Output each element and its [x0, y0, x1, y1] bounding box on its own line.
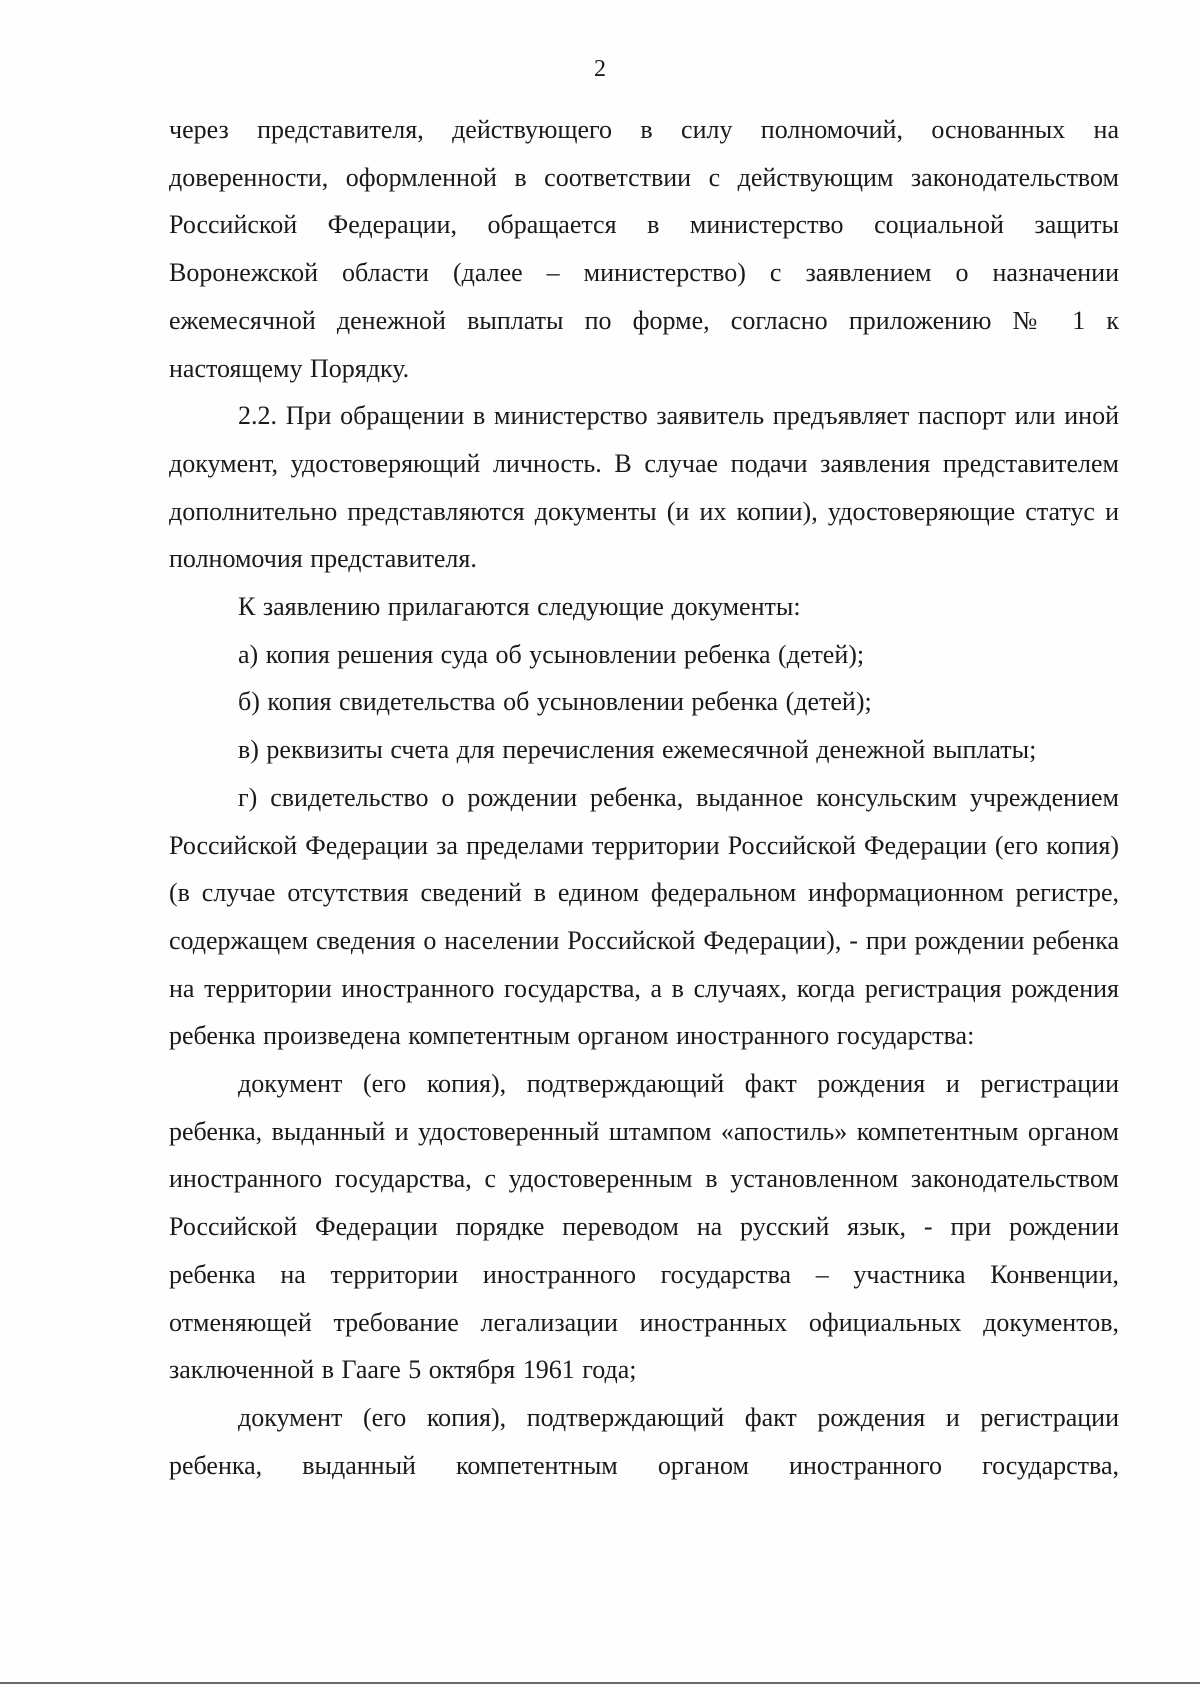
- paragraph-foreign-document: документ (его копия), подтверждающий факт рождения и регистрации ребенка, выданный компетентным органом иностранного государства,: [169, 1402, 1119, 1480]
- paragraph-2-2: 2.2. При обращении в министерство заявитель предъявляет паспорт или иной документ, удостоверяющий личность. В случае подачи заявления представителем дополнительно представляются документы (и их копии), удостоверяющие статус и полномочия представителя.: [169, 401, 1119, 574]
- scan-bottom-edge: [0, 1682, 1200, 1684]
- page-number: 2: [594, 56, 606, 82]
- list-item-b: б) копия свидетельства об усыновлении ребенка (детей);: [238, 687, 872, 717]
- list-item-v: в) реквизиты счета для перечисления ежемесячной денежной выплаты;: [238, 735, 1037, 765]
- document-body: [169, 106, 1119, 1489]
- list-item-g: г) свидетельство о рождении ребенка, выданное консульским учреждением Российской Федерации за пределами территории Российской Федерации (его копия) (в случае отсутствия сведений в едином федеральном информационном регистре, содержащем сведения о населении Российской Федерации), - при рождении ребенка на территории иностранного государства, а в случаях, когда регистрация рождения ребенка произведена компетентным органом иностранного государства:: [169, 782, 1119, 1051]
- paragraph-attachments-intro: К заявлению прилагаются следующие документы:: [238, 592, 801, 622]
- paragraph-representative: через представителя, действующего в силу полномочий, основанных на доверенности, оформленной в соответствии с действующим законодательством Российской Федерации, обращается в министерство социальной защиты Воронежской области (далее – министерство) с заявлением о назначении ежемесячной денежной выплаты по форме, согласно приложению № 1 к настоящему Порядку.: [169, 115, 1119, 383]
- list-item-a: а) копия решения суда об усыновлении ребенка (детей);: [238, 639, 865, 669]
- paragraph-apostille-document: документ (его копия), подтверждающий факт рождения и регистрации ребенка, выданный и удостоверенный штампом «апостиль» компетентным органом иностранного государства, с удостоверенным в установленном законодательством Российской Федерации порядке переводом на русский язык, - при рождении ребенка на территории иностранного государства – участника Конвенции, отменяющей требование легализации иностранных официальных документов, заключенной в Гааге 5 октября 1961 года;: [169, 1069, 1119, 1385]
